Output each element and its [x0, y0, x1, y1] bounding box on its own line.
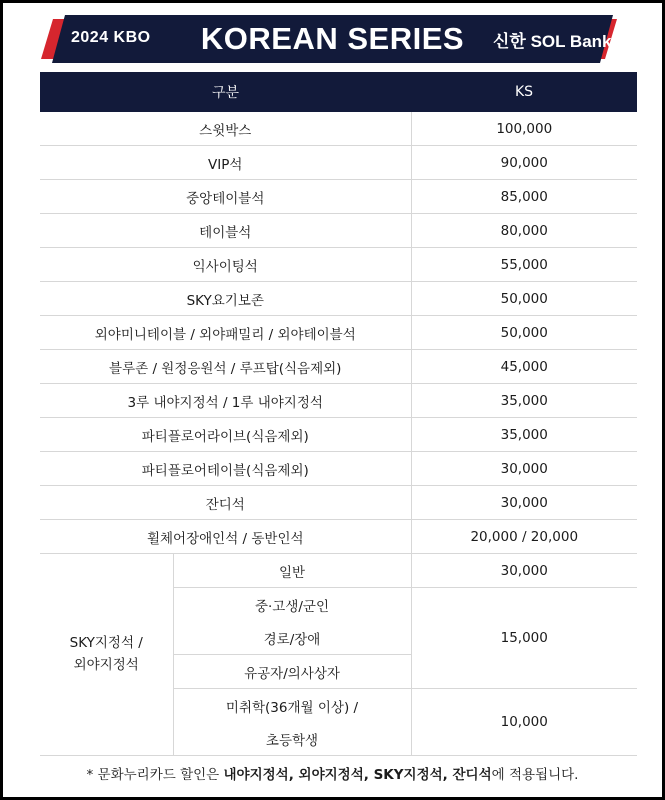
footnote-prefix: * 문화누리카드 할인은 — [86, 767, 224, 783]
seat-label: 익사이팅석 — [40, 248, 411, 282]
seat-label: 잔디석 — [40, 486, 411, 520]
price-value: 90,000 — [411, 146, 637, 180]
seat-label: 외야미니테이블 / 외야패밀리 / 외야테이블석 — [40, 316, 411, 350]
price-value: 100,000 — [411, 112, 637, 146]
table-row — [40, 180, 637, 214]
price-table — [40, 72, 637, 756]
footnote-suffix: 에 적용됩니다. — [491, 767, 579, 783]
table-row — [40, 418, 637, 452]
sub-category: 경로/장애 — [173, 621, 411, 655]
price-value: 30,000 — [411, 554, 637, 588]
seat-label: 중앙테이블석 — [40, 180, 411, 214]
sub-category: 중·고생/군인 — [254, 598, 330, 615]
price-value: 10,000 — [411, 689, 637, 756]
table-row — [40, 486, 637, 520]
table-row — [40, 146, 637, 180]
footnote-bold: 내야지정석, 외야지정석, SKY지정석, 잔디석 — [223, 767, 492, 783]
sub-category: 일반 — [173, 554, 411, 588]
table-row — [40, 248, 637, 282]
price-value: 15,000 — [411, 588, 637, 689]
sub-category: 미취학(36개월 이상) / — [225, 699, 359, 716]
price-value: 30,000 — [411, 452, 637, 486]
table-header-row — [40, 72, 637, 112]
group-label — [40, 554, 173, 756]
table-row — [40, 282, 637, 316]
group-label-line2: 외야지정석 — [73, 656, 139, 673]
table-row — [40, 520, 637, 554]
column-header-ks: KS — [411, 72, 637, 112]
seat-label: 파티플로어라이브(식음제외) — [40, 418, 411, 452]
table-row — [40, 316, 637, 350]
seat-label: 3루 내야지정석 / 1루 내야지정석 — [40, 384, 411, 418]
price-value: 85,000 — [411, 180, 637, 214]
kbo-badge-text: 2024 KBO — [71, 29, 151, 46]
price-value: 50,000 — [411, 316, 637, 350]
header-banner — [3, 13, 662, 67]
table-row — [40, 350, 637, 384]
seat-label: 휠체어장애인석 / 동반인석 — [40, 520, 411, 554]
seat-label: 파티플로어테이블(식음제외) — [40, 452, 411, 486]
price-value: 20,000 / 20,000 — [411, 520, 637, 554]
footnote — [3, 763, 662, 783]
table-row — [40, 384, 637, 418]
sponsor-logo: 신한 SOL Bank — [493, 32, 612, 51]
table-row — [40, 452, 637, 486]
sub-category: 초등학생 — [173, 722, 411, 756]
page-title: KOREAN SERIES — [200, 21, 465, 56]
page — [3, 3, 662, 797]
price-value: 80,000 — [411, 214, 637, 248]
table-row — [40, 214, 637, 248]
group-label-line1: SKY지정석 / — [69, 634, 143, 651]
sub-category: 유공자/의사상자 — [173, 655, 411, 689]
price-value: 30,000 — [411, 486, 637, 520]
price-value: 55,000 — [411, 248, 637, 282]
price-value: 35,000 — [411, 418, 637, 452]
seat-label: 스윗박스 — [40, 112, 411, 146]
column-header-category: 구분 — [40, 72, 411, 112]
price-value: 45,000 — [411, 350, 637, 384]
price-value: 35,000 — [411, 384, 637, 418]
seat-label: SKY요기보존 — [40, 282, 411, 316]
seat-label: VIP석 — [40, 146, 411, 180]
seat-label: 테이블석 — [40, 214, 411, 248]
table-row — [40, 112, 637, 146]
seat-label: 블루존 / 원정응원석 / 루프탑(식음제외) — [40, 350, 411, 384]
price-value: 50,000 — [411, 282, 637, 316]
table-row — [40, 554, 637, 588]
